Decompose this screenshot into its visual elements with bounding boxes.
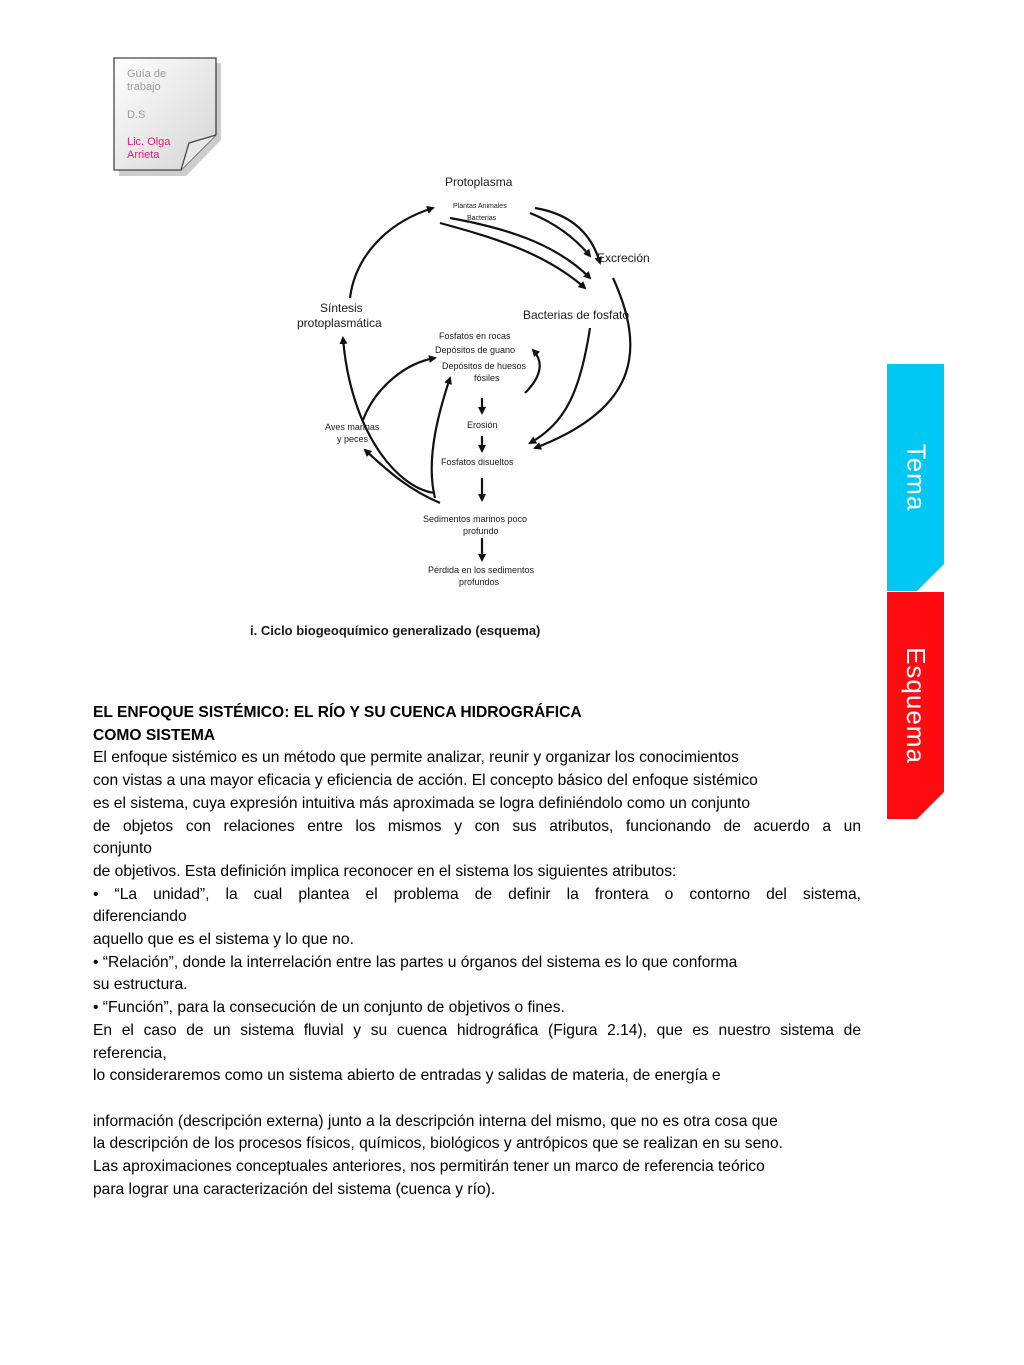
arrow-protoplasma-excrecion-3: [530, 213, 590, 256]
paragraph-line: para lograr una caracterización del sistema (cuenca y río).: [93, 1180, 496, 1198]
label-protoplasma: Protoplasma: [445, 175, 513, 189]
arrow-loop-depositos: [525, 350, 540, 393]
paragraph-line: la descripción de los procesos físicos, químicos, biológicos y antrópicos que se realizan en su seno.: [93, 1135, 783, 1153]
label-bacterias-fosfato: Bacterias de fosfato: [523, 308, 630, 322]
label-fosfatos-disueltos: Fosfatos disueltos: [441, 457, 514, 467]
arrow-sintesis-to-protoplasma: [350, 208, 433, 298]
label-erosion: Erosión: [467, 420, 498, 430]
tab-esquema[interactable]: [887, 592, 944, 819]
label-depositos-huesos-1: Depósitos de huesos: [442, 361, 527, 371]
paragraph-line: de objetivos. Esta definición implica reconocer en el sistema los siguientes atributos:: [93, 862, 677, 880]
paragraph-line: El enfoque sistémico es un método que permite analizar, reunir y organizar los conocimientos: [93, 749, 739, 767]
label-plantas-animales: Plantas Animales: [453, 203, 507, 210]
diagram-caption: i. Ciclo biogeoquímico generalizado (esquema): [250, 623, 541, 638]
biogeochemical-cycle-diagram: [245, 168, 665, 643]
note-author-label: Lic. Olga Arrieta: [127, 136, 171, 161]
bullet-unidad-line: • “La unidad”, la cual plantea el problema de definir la frontera o contorno del sistema,: [93, 885, 861, 903]
section-title-line-1: EL ENFOQUE SISTÉMICO: EL RÍO Y SU CUENCA HIDROGRÁFICA: [93, 704, 582, 721]
label-sintesis-2: protoplasmática: [297, 316, 382, 330]
paragraph-line: su estructura.: [93, 976, 188, 994]
tab-tema[interactable]: [887, 364, 944, 591]
arrow-aves-to-depositos: [363, 358, 435, 420]
paragraph-line: es el sistema, cuya expresión intuitiva más aproximada se logra definiéndolo como un conjunto: [93, 794, 751, 812]
tab-tema-label: Tema: [901, 443, 932, 512]
bullet-relacion-line: • “Relación”, donde la interrelación entre las partes u órganos del sistema es lo que conforma: [93, 953, 738, 971]
label-bacterias: Bacterias: [467, 215, 497, 222]
label-aves-1: Aves marinas: [325, 422, 380, 432]
label-sedimentos-1: Sedimentos marinos poco: [423, 514, 528, 524]
arrow-sedimentos-to-depositos: [432, 378, 450, 498]
bullet-funcion-line: • “Función”, para la consecución de un conjunto de objetivos o fines.: [93, 999, 565, 1017]
paragraph-line: de objetos con relaciones entre los mismos y con sus atributos, funcionando de acuerdo a un: [93, 817, 861, 835]
paragraph-line: lo consideraremos como un sistema abierto de entradas y salidas de materia, de energía e: [93, 1067, 721, 1085]
document-body: [93, 702, 861, 1201]
label-sedimentos-2: profundo: [463, 526, 499, 536]
label-depositos-guano: Depósitos de guano: [435, 345, 516, 355]
tab-esquema-label: Esquema: [901, 647, 931, 764]
note-ds-label: D.S: [127, 109, 146, 121]
paragraph-line: Las aproximaciones conceptuales anteriores, nos permitirán tener un marco de referencia teórico: [93, 1158, 765, 1176]
paragraph-line: referencia,: [93, 1044, 167, 1062]
label-excrecion: Excreción: [597, 251, 650, 265]
label-aves-2: y peces: [337, 434, 369, 444]
paragraph-gap: [93, 1088, 861, 1111]
sticky-note: [113, 57, 216, 171]
note-guide-label: Guía de trabajo: [127, 68, 167, 93]
label-fosfatos-rocas: Fosfatos en rocas: [439, 331, 511, 341]
paragraph-line: información (descripción externa) junto a la descripción interna del mismo, que no es otra cosa que: [93, 1112, 778, 1130]
section-title-line-2: COMO SISTEMA: [93, 726, 216, 744]
paragraph-line: En el caso de un sistema fluvial y su cuenca hidrográfica (Figura 2.14), que es nuestro sistema de: [93, 1021, 861, 1039]
paragraph-line: diferenciando: [93, 908, 187, 926]
label-perdida-2: profundos: [459, 577, 500, 587]
label-depositos-huesos-2: fósiles: [474, 373, 500, 383]
paragraph-line: aquello que es el sistema y lo que no.: [93, 931, 354, 949]
paragraph-line: conjunto: [93, 840, 152, 858]
paragraph-line: con vistas a una mayor eficacia y eficiencia de acción. El concepto básico del enfoque sistémico: [93, 772, 758, 790]
label-perdida-1: Pérdida en los sedimentos: [428, 565, 535, 575]
label-sintesis-1: Síntesis: [320, 301, 363, 315]
